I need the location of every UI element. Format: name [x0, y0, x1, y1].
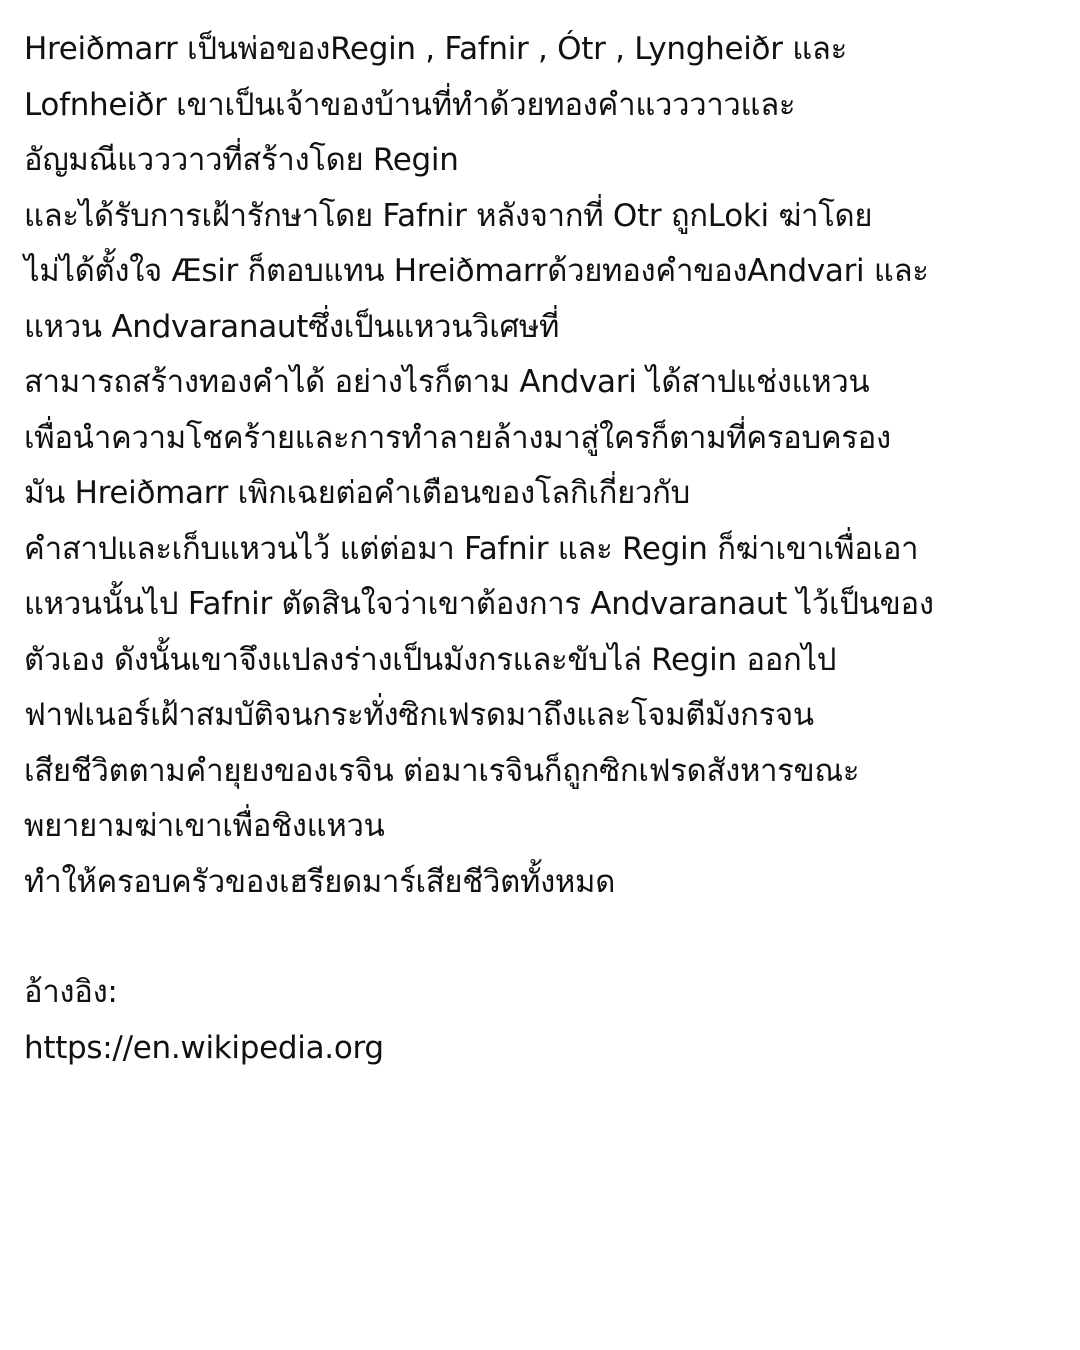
paragraph-line: เพื่อนำความโชคร้ายและการทำลายล้างมาสู่ใครก็ตามที่ครอบครอง [24, 419, 891, 456]
paragraph-line: คำสาปและเก็บแหวนไว้ แต่ต่อมา Fafnir และ Regin ก็ฆ่าเขาเพื่อเอา [24, 530, 919, 567]
paragraph-line: ทำให้ครอบครัวของเฮรียดมาร์เสียชีวิตทั้งหมด [24, 863, 616, 900]
paragraph-line: เสียชีวิตตามคำยุยงของเรจิน ต่อมาเรจินก็ถูกซิกเฟรดสังหารขณะ [24, 752, 860, 789]
paragraph-line: สามารถสร้างทองคำได้ อย่างไรก็ตาม Andvari ได้สาปแช่งแหวน [24, 364, 870, 400]
paragraph-line: ตัวเอง ดังนั้นเขาจึงแปลงร่างเป็นมังกรและขับไล่ Regin ออกไป [24, 641, 837, 678]
paragraph-line: อัญมณีแวววาวที่สร้างโดย Regin [24, 142, 459, 178]
reference-label: อ้างอิง: [24, 974, 118, 1010]
paragraph-line: Lofnheiðr เขาเป็นเจ้าของบ้านที่ทำด้วยทองคำแวววาวและ [24, 86, 796, 123]
article-body [24, 22, 934, 1076]
paragraph-line: ไม่ได้ตั้งใจ Æsir ก็ตอบแทน Hreiðmarrด้วยทองคำของAndvari และ [24, 253, 929, 289]
paragraph-line: ฟาฟเนอร์เฝ้าสมบัติจนกระทั่งซิกเฟรดมาถึงและโจมตีมังกรจน [24, 697, 814, 733]
paragraph-line: พยายามฆ่าเขาเพื่อชิงแหวน [24, 808, 385, 844]
paragraph-line: Hreiðmarr เป็นพ่อของRegin , Fafnir , Ótr , Lyngheiðr และ [24, 31, 847, 67]
paragraph-line: และได้รับการเฝ้ารักษาโดย Fafnir หลังจากที่ Otr ถูกLoki ฆ่าโดย [24, 197, 873, 234]
paragraph-line: มัน Hreiðmarr เพิกเฉยต่อคำเตือนของโลกิเกี่ยวกับ [24, 475, 690, 511]
paragraph-line: แหวน Andvaranautซึ่งเป็นแหวนวิเศษที่ [24, 308, 560, 345]
spacer [24, 910, 934, 965]
paragraph-line: แหวนนั้นไป Fafnir ตัดสินใจว่าเขาต้องการ Andvaranaut ไว้เป็นของ [24, 586, 934, 622]
reference-link[interactable]: https://en.wikipedia.org [24, 1029, 384, 1066]
